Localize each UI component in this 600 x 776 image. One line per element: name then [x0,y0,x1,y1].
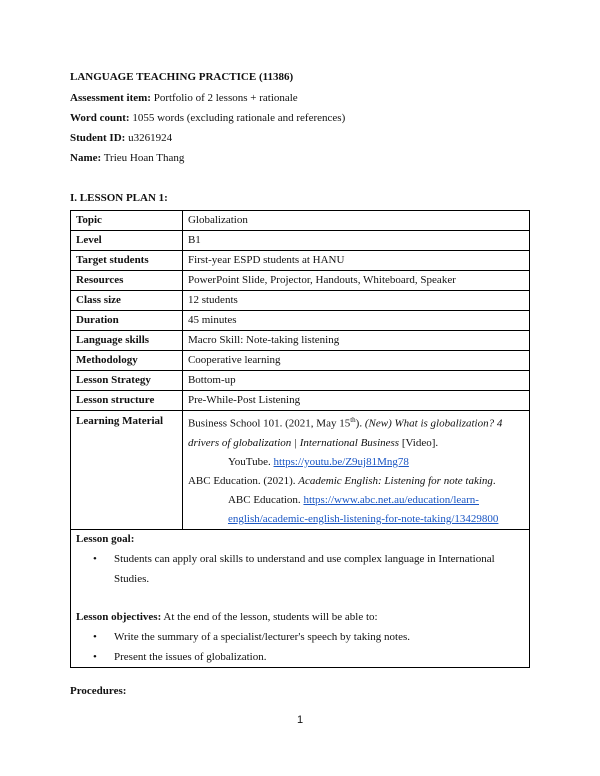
row-label: Level [71,231,183,251]
assessment-item: Assessment item: Portfolio of 2 lessons + rationale [70,92,298,104]
list-item: • Present the issues of globalization. [76,647,524,667]
reference-2: ABC Education. (2021). Academic English: Listening for note taking. ABC Education. https://www.abc.net.au/education/learn- english/academic-english-listening-for-note-taking/13429800 [187,474,499,525]
table-row [71,331,530,351]
lesson-objectives-list [76,627,524,667]
bullet-icon: • [93,630,97,643]
table-row-learning-material [71,411,530,530]
row-label: Class size [71,291,183,311]
list-item: • Write the summary of a specialist/lecturer's speech by taking notes. [76,627,524,647]
row-value: 12 students [182,291,529,311]
row-label: Lesson structure [71,391,183,411]
table-row-goals [71,529,530,667]
row-value: Bottom-up [182,371,529,391]
learning-material-refs [182,411,529,530]
lesson-goal-list [76,549,524,589]
row-value: Macro Skill: Note-taking listening [182,331,529,351]
row-value: 45 minutes [182,311,529,331]
row-label: Language skills [71,331,183,351]
goals-cell [71,529,530,667]
row-value: PowerPoint Slide, Projector, Handouts, Whiteboard, Speaker [182,271,529,291]
row-label: Learning Material [71,411,183,530]
row-label: Topic [71,211,183,231]
reference-1: Business School 101. (2021, May 15th). (New) What is globalization? 4 drivers of globalization | International Business [Video]. YouTube. https://youtu.be/Z9uj81Mng78 [187,416,503,468]
table-row [71,231,530,251]
section-title: I. LESSON PLAN 1: [70,192,168,204]
table-row [71,291,530,311]
table-row [71,391,530,411]
row-value: Globalization [182,211,529,231]
lesson-plan-table [70,210,530,668]
student-name: Name: Trieu Hoan Thang [70,152,185,164]
word-count: Word count: 1055 words (excluding rationale and references) [70,112,346,124]
youtube-link[interactable]: https://youtu.be/Z9uj81Mng78 [273,455,409,468]
row-label: Duration [71,311,183,331]
row-label: Resources [71,271,183,291]
lesson-objectives: Lesson objectives: At the end of the lesson, students will be able to: [76,610,378,623]
list-item: • Students can apply oral skills to understand and use complex language in International Studies. [76,549,524,589]
course-title: LANGUAGE TEACHING PRACTICE (11386) [70,71,294,83]
table-row [71,251,530,271]
abc-education-link[interactable]: https://www.abc.net.au/education/learn- english/academic-english-listening-for-note-taking/13429800 [227,493,499,525]
row-label: Methodology [71,351,183,371]
table-row [71,371,530,391]
lesson-goal-label: Lesson goal: [76,532,135,545]
row-label: Lesson Strategy [71,371,183,391]
procedures-label: Procedures: [70,685,127,697]
row-value: B1 [182,231,529,251]
bullet-icon: • [93,552,97,565]
table-row [71,271,530,291]
student-id: Student ID: u3261924 [70,132,173,144]
row-label: Target students [71,251,183,271]
table-row [71,311,530,331]
row-value: Cooperative learning [182,351,529,371]
bullet-icon: • [93,650,97,663]
row-value: Pre-While-Post Listening [182,391,529,411]
row-value: First-year ESPD students at HANU [182,251,529,271]
table-row [71,211,530,231]
page-number: 1 [296,714,304,726]
table-row [71,351,530,371]
